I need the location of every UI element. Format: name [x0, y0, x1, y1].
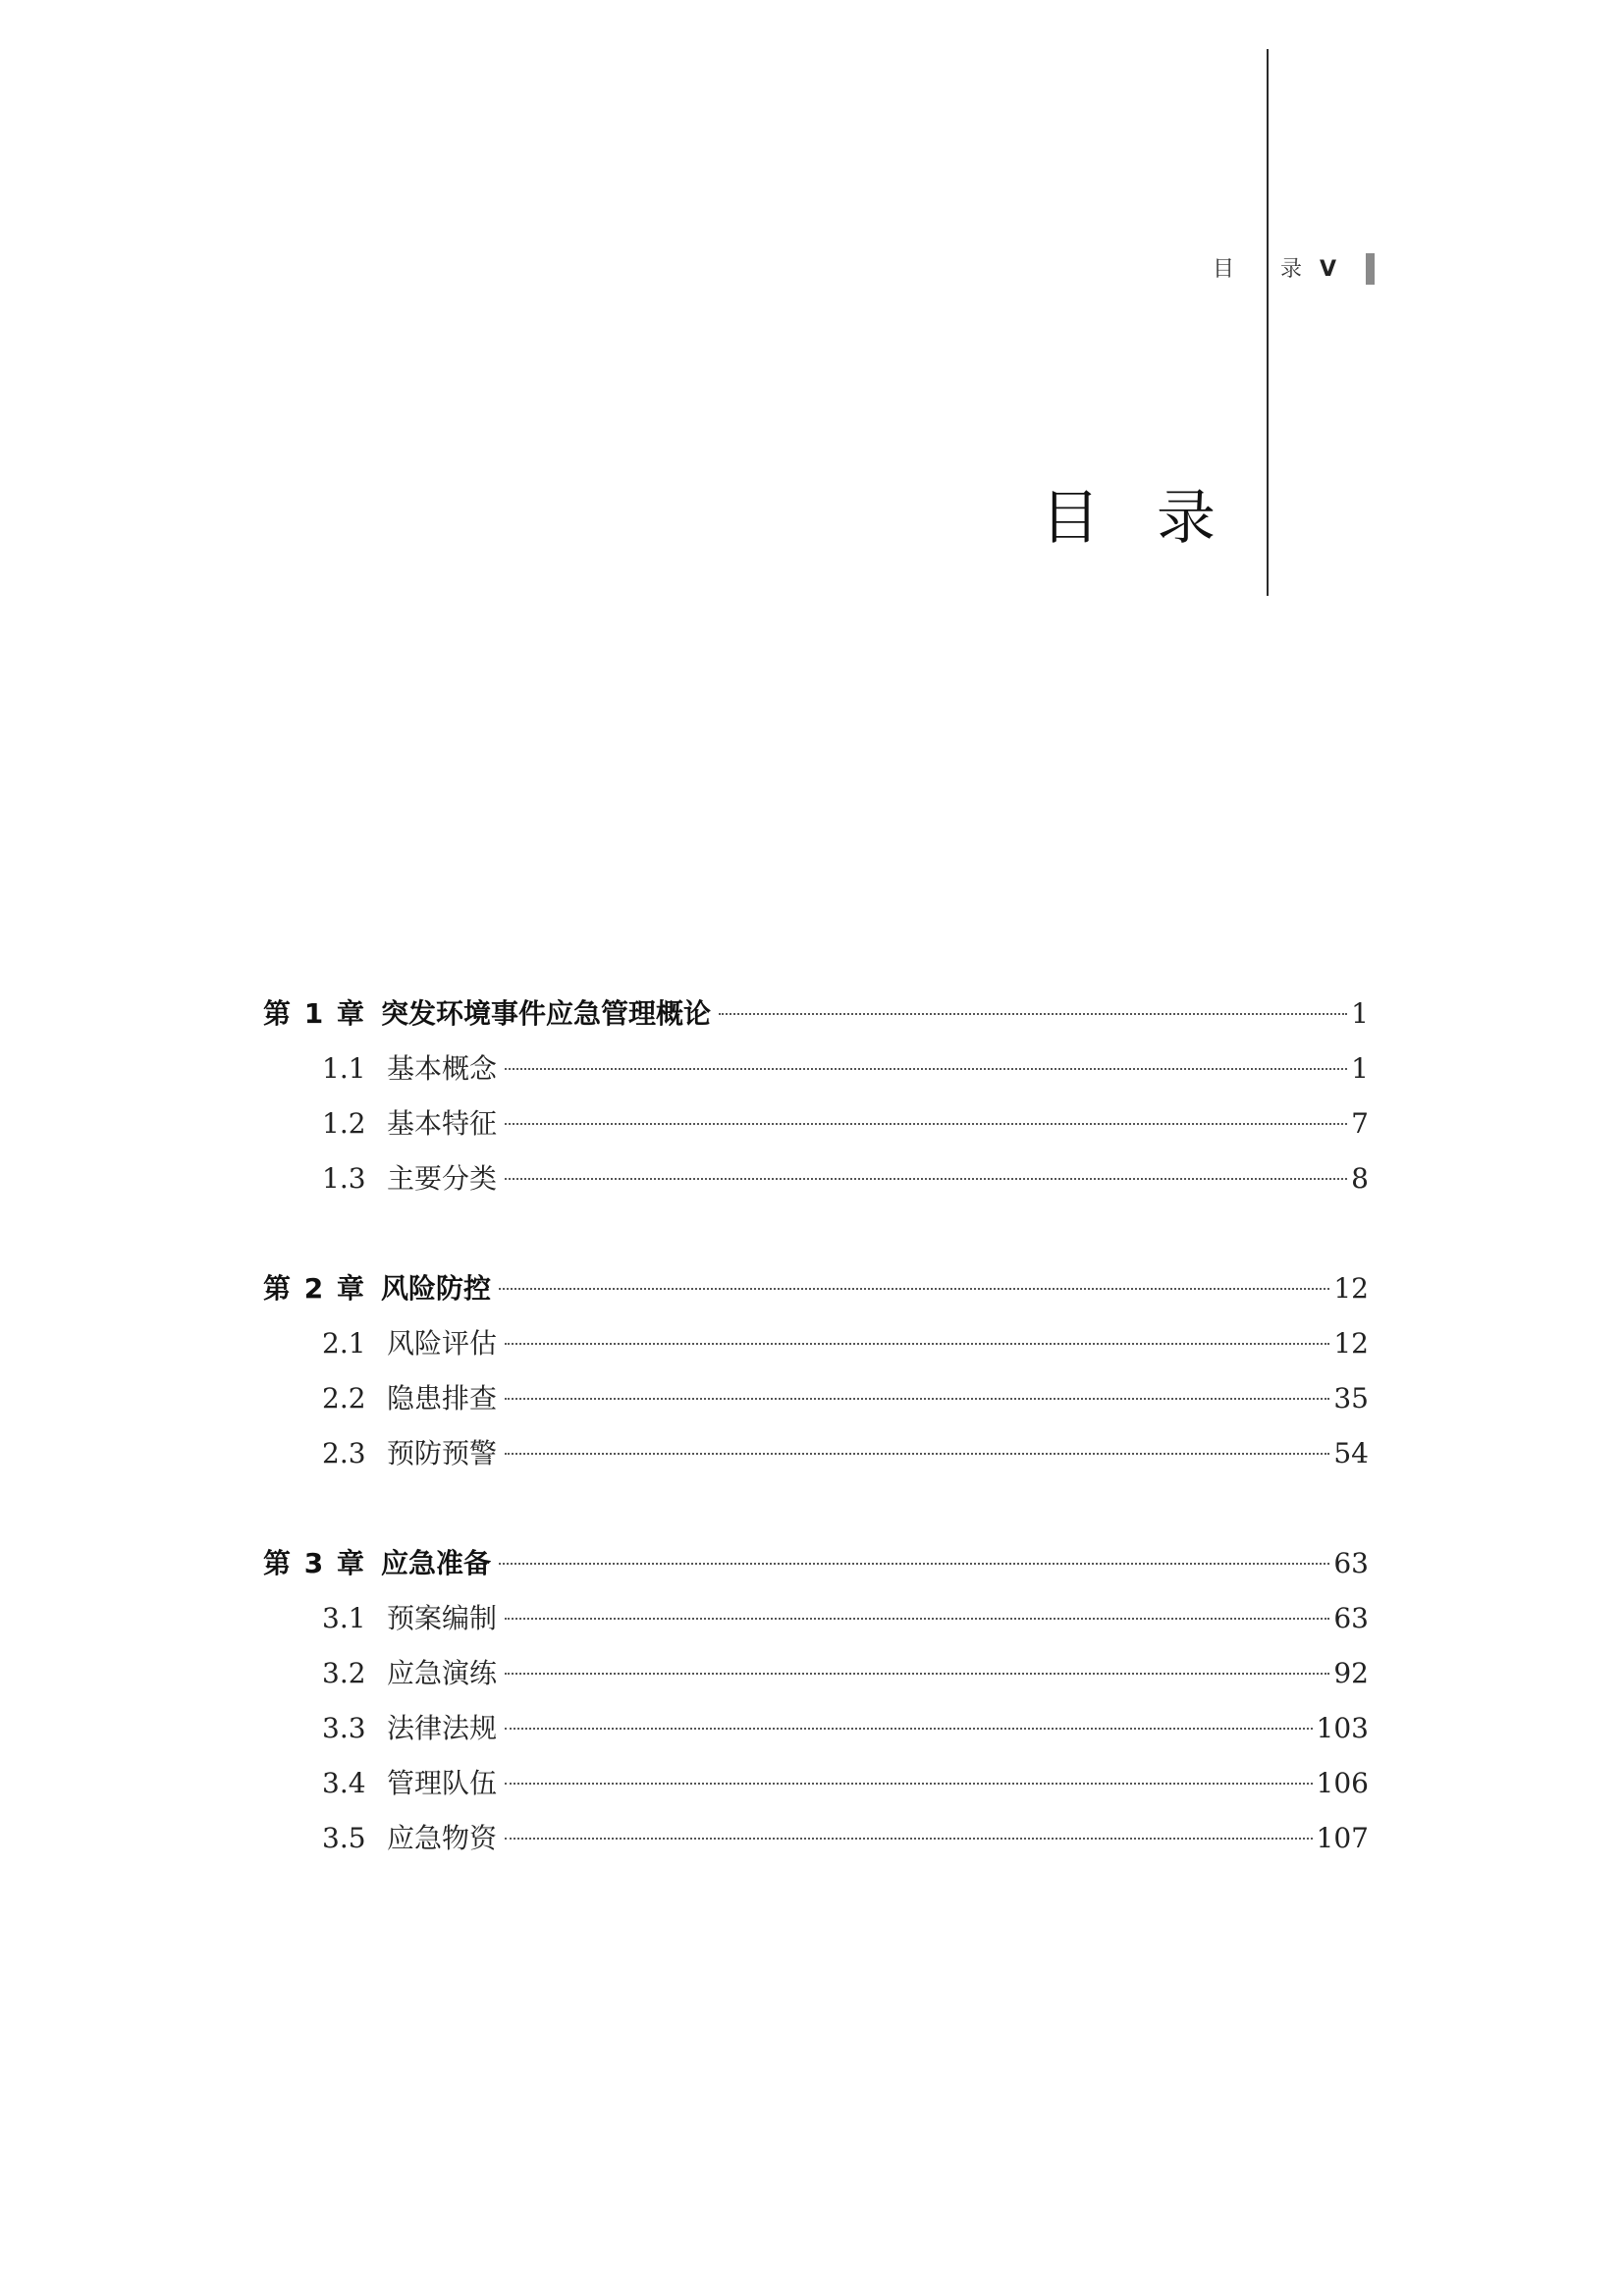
dot-leader — [499, 1563, 1329, 1565]
section-number: 3.5 — [322, 1822, 366, 1854]
section-title: 风险评估 — [387, 1327, 498, 1360]
page-number: 107 — [1316, 1822, 1369, 1854]
section-title: 预防预警 — [387, 1437, 498, 1469]
section-number: 2.2 — [322, 1382, 366, 1415]
page-number: 1 — [1351, 997, 1369, 1030]
toc-section-entry[interactable] — [263, 1371, 1369, 1426]
chapter-title: 应急准备 — [381, 1547, 492, 1579]
chapter-block — [263, 1261, 1369, 1481]
running-head — [0, 253, 1623, 287]
table-of-contents — [263, 987, 1369, 1921]
chapter-number: 第 2 章 — [263, 1272, 366, 1305]
page-title: 目录 — [1041, 484, 1272, 553]
toc-chapter-entry[interactable] — [263, 1536, 1369, 1591]
page-number: 35 — [1333, 1382, 1369, 1415]
toc-section-entry[interactable] — [263, 1701, 1369, 1756]
section-title: 基本概念 — [387, 1052, 498, 1085]
toc-section-entry[interactable] — [263, 1811, 1369, 1866]
section-number: 3.2 — [322, 1657, 366, 1689]
dot-leader — [505, 1343, 1329, 1345]
page-number: 54 — [1333, 1437, 1369, 1469]
dot-leader — [505, 1453, 1329, 1455]
section-title: 隐患排查 — [387, 1382, 498, 1415]
page-number: 92 — [1333, 1657, 1369, 1689]
page-number: 103 — [1316, 1712, 1369, 1744]
section-title: 应急物资 — [387, 1822, 498, 1854]
page-number: 7 — [1351, 1107, 1369, 1140]
chapter-title: 风险防控 — [381, 1272, 492, 1305]
running-head-bar — [1366, 253, 1375, 285]
chapter-block — [263, 1536, 1369, 1866]
toc-chapter-entry[interactable] — [263, 987, 1369, 1041]
section-title: 应急演练 — [387, 1657, 498, 1689]
dot-leader — [505, 1398, 1329, 1400]
section-title: 管理队伍 — [387, 1767, 498, 1799]
section-number: 2.1 — [322, 1327, 366, 1360]
page-number: 63 — [1333, 1602, 1369, 1634]
page-number: 8 — [1351, 1162, 1369, 1195]
toc-section-entry[interactable] — [263, 1316, 1369, 1371]
toc-section-entry[interactable] — [263, 1426, 1369, 1481]
section-number: 3.4 — [322, 1767, 366, 1799]
section-number: 3.3 — [322, 1712, 366, 1744]
chapter-block — [263, 987, 1369, 1206]
toc-chapter-entry[interactable] — [263, 1261, 1369, 1316]
toc-section-entry[interactable] — [263, 1646, 1369, 1701]
running-head-label: 目 录 — [1213, 257, 1322, 282]
dot-leader — [505, 1068, 1347, 1070]
toc-section-entry[interactable] — [263, 1591, 1369, 1646]
section-number: 1.1 — [322, 1052, 366, 1085]
toc-section-entry[interactable] — [263, 1041, 1369, 1096]
chapter-number: 第 1 章 — [263, 997, 366, 1030]
page-number: 12 — [1333, 1272, 1369, 1305]
page-number: 1 — [1351, 1052, 1369, 1085]
dot-leader — [505, 1673, 1329, 1675]
toc-section-entry[interactable] — [263, 1096, 1369, 1151]
dot-leader — [499, 1288, 1329, 1290]
dot-leader — [505, 1123, 1347, 1125]
page-number: 12 — [1333, 1327, 1369, 1360]
chapter-number: 第 3 章 — [263, 1547, 366, 1579]
section-title: 基本特征 — [387, 1107, 498, 1140]
dot-leader — [505, 1838, 1313, 1840]
section-number: 3.1 — [322, 1602, 366, 1634]
dot-leader — [505, 1178, 1347, 1180]
dot-leader — [719, 1013, 1347, 1015]
running-head-page-number: V — [1320, 257, 1337, 282]
section-title: 预案编制 — [387, 1602, 498, 1634]
dot-leader — [505, 1783, 1313, 1785]
toc-section-entry[interactable] — [263, 1151, 1369, 1206]
chapter-title: 突发环境事件应急管理概论 — [381, 997, 712, 1030]
section-number: 1.3 — [322, 1162, 366, 1195]
page-number: 106 — [1316, 1767, 1369, 1799]
dot-leader — [505, 1728, 1313, 1730]
section-number: 2.3 — [322, 1437, 366, 1469]
dot-leader — [505, 1618, 1329, 1620]
section-title: 主要分类 — [387, 1162, 498, 1195]
page-number: 63 — [1333, 1547, 1369, 1579]
section-title: 法律法规 — [387, 1712, 498, 1744]
toc-section-entry[interactable] — [263, 1756, 1369, 1811]
section-number: 1.2 — [322, 1107, 366, 1140]
